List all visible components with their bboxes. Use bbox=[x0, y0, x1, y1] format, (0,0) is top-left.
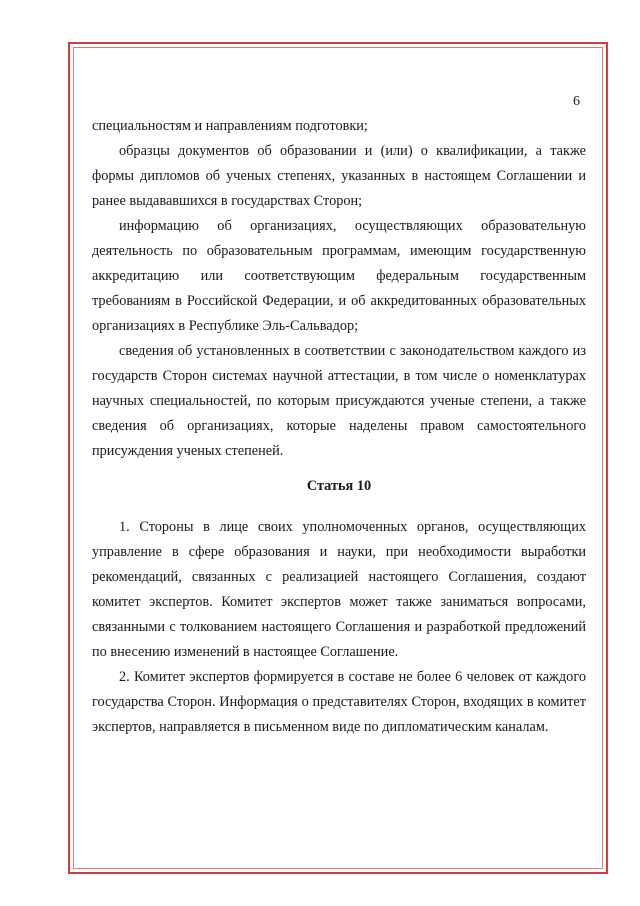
document-body bbox=[92, 114, 586, 740]
paragraph: специальностям и направлениям подготовки; bbox=[92, 118, 368, 134]
article-paragraph: 2. Комитет экспертов формируется в составе не более 6 человек от каждого государства Сторон. Информация о представителях Сторон, входящих в комитет экспертов, направляется в письменном виде по дипломатическим каналам. bbox=[92, 669, 586, 735]
paragraph: сведения об установленных в соответствии с законодательством каждого из государств Сторон системах научной аттестации, в том числе о номенклатурах научных специальностей, по которым присуждаются ученые степени, а также сведения об организациях, которые наделены правом самостоятельного присуждения ученых степеней. bbox=[92, 343, 586, 459]
article-paragraph: 1. Стороны в лице своих уполномоченных органов, осуществляющих управление в сфере образования и науки, при необходимости выработки рекомендаций, связанных с реализацией настоящего Соглашения, создают комитет экспертов. Комитет экспертов может также заниматься вопросами, связанными с толкованием настоящего Соглашения и разработкой предложений по внесению изменений в настоящее Соглашение. bbox=[92, 519, 586, 660]
paragraph: образцы документов об образовании и (или) о квалификации, а также формы дипломов об ученых степенях, указанных в настоящем Соглашении и ранее выдававшихся в государствах Сторон; bbox=[92, 143, 586, 209]
page-number: 6 bbox=[573, 94, 580, 109]
paragraph: информацию об организациях, осуществляющих образовательную деятельность по образовательным программам, имеющим государственную аккредитацию или соответствующим федеральным государственным требованиям в Российской Федерации, и об аккредитованных образовательных организациях в Республике Эль-Сальвадор; bbox=[92, 218, 586, 334]
article-title: Статья 10 bbox=[306, 478, 372, 494]
